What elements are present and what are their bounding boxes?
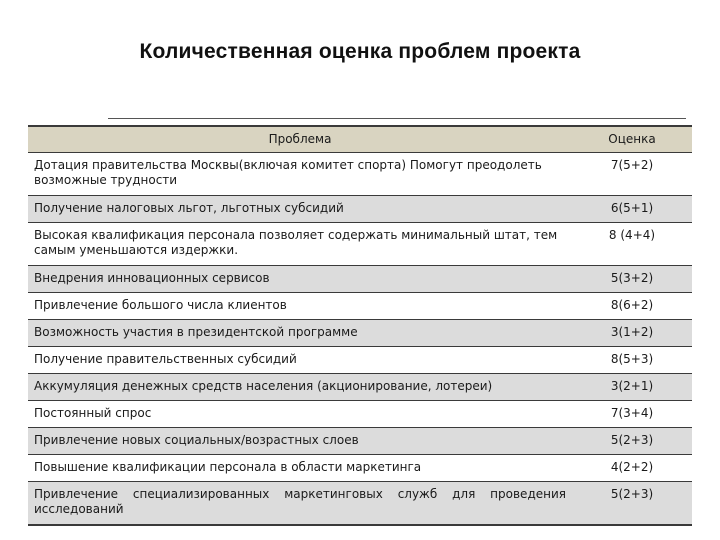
score-cell: 6(5+1) — [572, 196, 692, 223]
problem-cell: Возможность участия в президентской программе — [28, 320, 572, 347]
problem-cell: Привлечение специализированных маркетинговых служб для проведения исследований — [28, 482, 572, 526]
table-header-row — [28, 126, 692, 153]
problem-cell: Привлечение большого числа клиентов — [28, 293, 572, 320]
table-row — [28, 455, 692, 482]
score-cell: 8 (4+4) — [572, 223, 692, 266]
table-row — [28, 347, 692, 374]
table-row — [28, 266, 692, 293]
table-row — [28, 223, 692, 266]
table-row — [28, 374, 692, 401]
score-cell: 7(3+4) — [572, 401, 692, 428]
score-cell: 5(2+3) — [572, 482, 692, 526]
table-row — [28, 153, 692, 196]
score-cell: 3(2+1) — [572, 374, 692, 401]
slide-title: Количественная оценка проблем проекта — [139, 40, 581, 63]
table-row — [28, 196, 692, 223]
table-row — [28, 482, 692, 526]
problem-cell: Высокая квалификация персонала позволяет содержать минимальный штат, тем самым уменьшаются издержки. — [28, 223, 572, 266]
problem-cell: Дотация правительства Москвы(включая комитет спорта) Помогут преодолеть возможные трудности — [28, 153, 572, 196]
problem-cell: Аккумуляция денежных средств населения (акционирование, лотереи) — [28, 374, 572, 401]
score-cell: 5(2+3) — [572, 428, 692, 455]
problem-cell: Внедрения инновационных сервисов — [28, 266, 572, 293]
title-divider — [108, 118, 686, 119]
table-row — [28, 320, 692, 347]
score-cell: 8(5+3) — [572, 347, 692, 374]
table-row — [28, 428, 692, 455]
table-row — [28, 401, 692, 428]
score-cell: 4(2+2) — [572, 455, 692, 482]
score-cell: 7(5+2) — [572, 153, 692, 196]
table-body — [28, 153, 692, 526]
table-row — [28, 293, 692, 320]
score-cell: 5(3+2) — [572, 266, 692, 293]
score-cell: 3(1+2) — [572, 320, 692, 347]
header-score: Оценка — [572, 126, 692, 153]
problem-cell: Постоянный спрос — [28, 401, 572, 428]
problem-cell: Привлечение новых социальных/возрастных слоев — [28, 428, 572, 455]
problem-cell: Повышение квалификации персонала в области маркетинга — [28, 455, 572, 482]
problem-cell: Получение правительственных субсидий — [28, 347, 572, 374]
score-cell: 8(6+2) — [572, 293, 692, 320]
header-problem: Проблема — [28, 126, 572, 153]
problem-cell: Получение налоговых льгот, льготных субсидий — [28, 196, 572, 223]
problems-table — [28, 125, 692, 526]
